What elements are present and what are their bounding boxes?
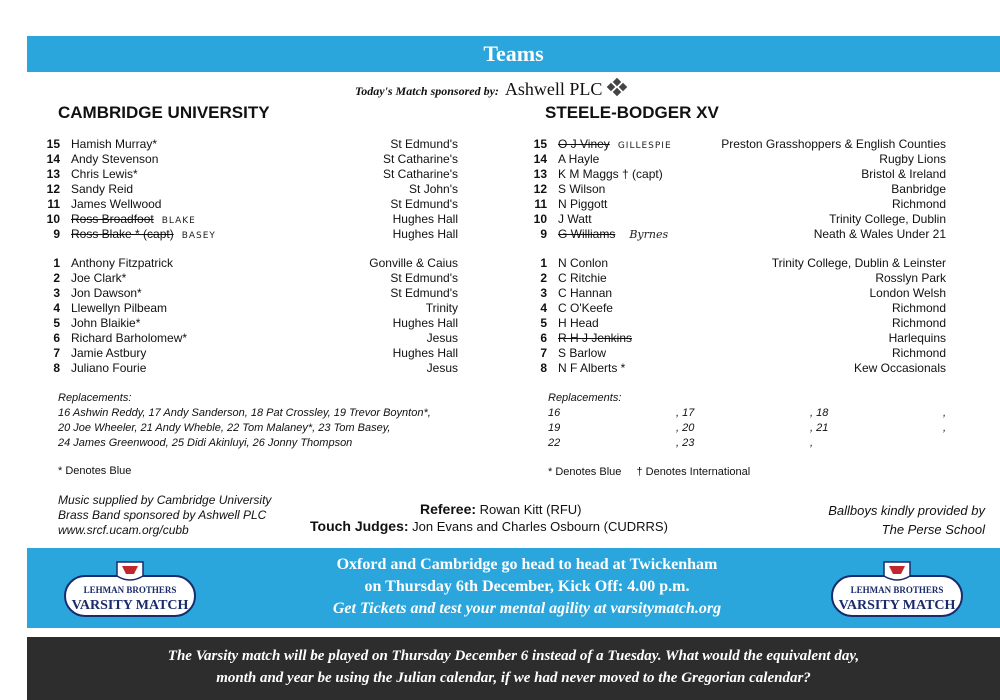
officials <box>310 501 668 535</box>
player-name-cell <box>71 256 173 271</box>
player-name-cell <box>558 227 668 242</box>
player-number: 4 <box>53 301 60 315</box>
replacements-label: Replacements: <box>548 392 622 404</box>
player-row <box>525 331 946 346</box>
logo-bottom-text: VARSITY MATCH <box>71 598 189 613</box>
cambridge-title: CAMBRIDGE UNIVERSITY <box>58 103 270 122</box>
player-row <box>525 182 946 197</box>
player-name: Joe Clark* <box>71 271 127 285</box>
player-club: Rosslyn Park <box>875 271 946 285</box>
player-club: Hughes Hall <box>392 316 458 330</box>
player-row <box>525 271 946 286</box>
player-row <box>525 256 946 271</box>
player-number: 15 <box>533 137 547 151</box>
player-club: St Edmund's <box>390 271 458 285</box>
replacements-row: 16 , 17 , 18 , <box>548 407 947 419</box>
player-name-cell <box>71 182 133 197</box>
replacement-slot: 19 <box>548 422 561 434</box>
player-row <box>38 227 458 242</box>
player-row <box>525 152 946 167</box>
player-name: G Williams <box>558 227 616 241</box>
player-name-cell <box>71 316 140 331</box>
player-name: Anthony Fitzpatrick <box>71 256 174 270</box>
player-row <box>525 197 946 212</box>
replacement-slot: , 21 <box>810 422 829 434</box>
player-number: 9 <box>53 227 60 241</box>
player-name: C Ritchie <box>558 271 607 285</box>
replacements-row: 19 , 20 , 21 , <box>548 422 947 434</box>
clover-icon <box>608 79 626 95</box>
player-number: 6 <box>540 331 547 345</box>
player-name-cell <box>71 346 146 361</box>
handwritten-correction: BLAKE <box>161 216 196 226</box>
player-row <box>525 167 946 182</box>
player-name: N Conlon <box>558 256 609 270</box>
player-row <box>525 361 946 376</box>
player-number: 2 <box>540 271 547 285</box>
calendar-question <box>27 637 1000 700</box>
player-name-cell <box>71 361 146 376</box>
player-club: Harlequins <box>888 331 946 345</box>
promo-tickets-link[interactable]: Get Tickets and test your mental agility at varsitymatch.org <box>332 600 722 617</box>
player-club: Jesus <box>426 331 458 345</box>
replacement-slot: , 18 <box>810 407 829 419</box>
player-name: C Hannan <box>558 286 613 300</box>
steele-notes <box>548 466 750 478</box>
player-name: Hamish Murray* <box>71 137 158 151</box>
player-number: 10 <box>533 212 547 226</box>
player-name-cell <box>558 167 663 182</box>
player-row <box>525 301 946 316</box>
music-credit <box>58 493 271 538</box>
player-club: Neath & Wales Under 21 <box>813 227 946 241</box>
player-number: 3 <box>540 286 547 300</box>
player-row <box>38 182 458 197</box>
touch-judges-line <box>310 518 668 535</box>
music-url[interactable]: www.srcf.ucam.org/cubb <box>58 523 189 537</box>
replacements-line: 20 Joe Wheeler, 21 Andy Wheble, 22 Tom Malaney*, 23 Tom Basey, <box>58 422 391 434</box>
player-name: Ross Blake * (capt) <box>71 227 174 241</box>
player-name: S Barlow <box>558 346 607 360</box>
blue-note: * Denotes Blue <box>548 466 622 478</box>
player-club: London Welsh <box>869 286 946 300</box>
player-number: 12 <box>533 182 547 196</box>
promo-banner <box>27 548 1000 628</box>
player-number: 11 <box>534 197 547 211</box>
promo-text <box>242 554 812 620</box>
steele-replacements <box>548 391 948 451</box>
music-line: Brass Band sponsored by Ashwell PLC <box>58 508 267 522</box>
player-name-cell <box>558 271 607 286</box>
player-name: S Wilson <box>558 182 606 196</box>
player-name-cell <box>558 256 608 271</box>
player-row <box>525 286 946 301</box>
player-number: 6 <box>53 331 60 345</box>
player-number: 14 <box>533 152 547 166</box>
player-number: 3 <box>53 286 60 300</box>
player-club: St Edmund's <box>390 197 458 211</box>
player-name: K M Maggs † (capt) <box>558 167 663 181</box>
player-club: Jesus <box>426 361 458 375</box>
player-name-cell <box>558 361 625 376</box>
player-name: Chris Lewis* <box>71 167 138 181</box>
player-row <box>38 212 458 227</box>
player-club: St Catharine's <box>383 152 458 166</box>
replacements-label: Replacements: <box>58 392 132 404</box>
player-name: Sandy Reid <box>71 182 134 196</box>
player-name: J Watt <box>558 212 592 226</box>
player-club: Trinity <box>425 301 458 315</box>
teams-header: Teams <box>27 36 1000 72</box>
player-name: A Hayle <box>558 152 600 166</box>
logo-top-text: LEHMAN BROTHERS <box>850 585 944 595</box>
replacements-row: 22 , 23 , <box>548 437 814 449</box>
ballboys-line: Ballboys kindly provided by <box>828 503 985 518</box>
player-row <box>38 256 458 271</box>
player-name: Llewellyn Pilbeam <box>71 301 168 315</box>
player-club: Kew Occasionals <box>853 361 946 375</box>
player-number: 13 <box>46 167 60 181</box>
sponsor-name: Ashwell PLC <box>504 79 603 99</box>
player-club: Richmond <box>891 197 946 211</box>
player-name-cell <box>558 152 599 167</box>
player-name: James Wellwood <box>71 197 162 211</box>
player-number: 1 <box>540 256 547 270</box>
player-name-cell <box>558 197 607 212</box>
player-number: 5 <box>53 316 60 330</box>
steele-lineup <box>525 137 946 376</box>
player-name: N F Alberts * <box>558 361 626 375</box>
player-name-cell <box>558 316 599 331</box>
player-name: N Piggott <box>558 197 608 211</box>
player-name-cell <box>558 286 612 301</box>
player-name-cell <box>558 301 613 316</box>
player-name: Ross Broadfoot <box>71 212 154 226</box>
cambridge-blue-note: * Denotes Blue <box>58 465 132 477</box>
player-name-cell <box>558 331 632 346</box>
player-name: R H J Jenkins <box>558 331 633 345</box>
cambridge-replacements <box>58 391 431 451</box>
player-name-cell <box>558 346 606 361</box>
sponsor-prefix: Today's Match sponsored by: <box>355 84 499 98</box>
player-row <box>38 286 458 301</box>
player-row <box>38 152 458 167</box>
handwritten-correction: GILLESPIE <box>617 141 672 151</box>
player-name: H Head <box>558 316 599 330</box>
player-row <box>38 271 458 286</box>
player-club: St Edmund's <box>390 286 458 300</box>
player-row <box>525 212 946 227</box>
player-row <box>38 316 458 331</box>
player-number: 8 <box>540 361 547 375</box>
replacement-slot: 22 <box>548 437 561 449</box>
replacements-line: 24 James Greenwood, 25 Didi Akinluyi, 26 Jonny Thompson <box>58 437 353 449</box>
player-number: 2 <box>53 271 60 285</box>
player-club: St Catharine's <box>383 167 458 181</box>
player-number: 8 <box>53 361 60 375</box>
player-row <box>38 167 458 182</box>
player-club: Richmond <box>891 346 946 360</box>
replacements-line: 16 Ashwin Reddy, 17 Andy Sanderson, 18 Pat Crossley, 19 Trevor Boynton*, <box>58 407 431 419</box>
player-number: 1 <box>53 256 60 270</box>
handwritten-correction: Byrnes <box>629 228 669 241</box>
logo-bottom-text: VARSITY MATCH <box>838 598 956 613</box>
varsity-logo-right <box>829 558 965 620</box>
logo-top-text: LEHMAN BROTHERS <box>83 585 177 595</box>
player-name-cell <box>71 167 138 182</box>
cambridge-lineup <box>38 137 458 376</box>
player-club: Trinity College, Dublin & Leinster <box>771 256 946 270</box>
international-note: † Denotes International <box>636 466 751 478</box>
player-number: 7 <box>540 346 547 360</box>
player-row <box>525 346 946 361</box>
varsity-logo-left <box>62 558 198 620</box>
sponsor-line <box>355 79 655 100</box>
music-line: Music supplied by Cambridge University <box>58 493 272 507</box>
question-line: The Varsity match will be played on Thursday December 6 instead of a Tuesday. What would the equivalent day, <box>167 648 860 664</box>
player-row <box>38 346 458 361</box>
player-name-cell <box>71 137 157 152</box>
player-number: 12 <box>46 182 60 196</box>
player-club: Hughes Hall <box>392 346 458 360</box>
player-name: Jamie Astbury <box>71 346 147 360</box>
player-name: Richard Barholomew* <box>71 331 188 345</box>
player-row <box>525 137 946 152</box>
player-row <box>38 301 458 316</box>
player-club: Hughes Hall <box>392 212 458 226</box>
player-number: 11 <box>47 197 60 211</box>
player-club: St Edmund's <box>390 137 458 151</box>
promo-line: Oxford and Cambridge go head to head at Twickenham <box>336 556 718 573</box>
player-number: 7 <box>53 346 60 360</box>
player-name: O J Viney <box>558 137 610 151</box>
player-name-cell <box>71 331 187 346</box>
player-club: St John's <box>409 182 458 196</box>
replacement-slot: , 23 <box>676 437 695 449</box>
player-row <box>38 361 458 376</box>
player-number: 4 <box>540 301 547 315</box>
player-name: Andy Stevenson <box>71 152 159 166</box>
touch-judges-names: Jon Evans and Charles Osbourn (CUDRRS) <box>412 519 668 534</box>
player-club: Trinity College, Dublin <box>829 212 946 226</box>
player-name-cell <box>558 182 605 197</box>
player-name-cell <box>71 152 158 167</box>
player-row <box>525 316 946 331</box>
player-number: 5 <box>540 316 547 330</box>
player-number: 10 <box>46 212 60 226</box>
steele-title: STEELE-BODGER XV <box>545 103 719 122</box>
player-club: Banbridge <box>891 182 946 196</box>
promo-line: on Thursday 6th December, Kick Off: 4.00 p.m. <box>364 578 690 595</box>
player-number: 14 <box>46 152 60 166</box>
player-number: 13 <box>533 167 547 181</box>
player-name-cell <box>71 197 161 212</box>
player-club: Richmond <box>891 316 946 330</box>
player-name-cell <box>71 301 167 316</box>
player-name-cell <box>558 212 592 227</box>
player-club: Bristol & Ireland <box>861 167 946 181</box>
player-number: 15 <box>46 137 60 151</box>
ballboys-credit <box>828 501 985 539</box>
player-name: C O'Keefe <box>558 301 613 315</box>
player-row <box>38 137 458 152</box>
player-row <box>38 197 458 212</box>
referee-line <box>310 501 668 518</box>
player-name: Juliano Fourie <box>71 361 147 375</box>
replacement-slot: 16 <box>548 407 561 419</box>
player-club: Rugby Lions <box>879 152 946 166</box>
replacement-slot: , 17 <box>676 407 695 419</box>
player-name: John Blaikie* <box>71 316 141 330</box>
question-line: month and year be using the Julian calendar, if we had never moved to the Gregorian calendar? <box>216 670 811 686</box>
referee-label: Referee: <box>420 501 477 517</box>
referee-name: Rowan Kitt (RFU) <box>479 502 582 517</box>
player-name-cell <box>71 271 126 286</box>
player-club: Hughes Hall <box>392 227 458 241</box>
player-name-cell <box>71 286 142 301</box>
touch-judges-label: Touch Judges: <box>310 518 409 534</box>
player-row <box>38 331 458 346</box>
player-name-cell <box>71 227 216 244</box>
player-club: Preston Grasshoppers & English Counties <box>721 137 946 151</box>
player-club: Gonville & Caius <box>369 256 458 270</box>
player-name: Jon Dawson* <box>71 286 142 300</box>
replacement-slot: , 20 <box>676 422 695 434</box>
player-club: Richmond <box>891 301 946 315</box>
ballboys-school: The Perse School <box>881 522 985 537</box>
player-number: 9 <box>540 227 547 241</box>
handwritten-correction: BASEY <box>181 231 216 241</box>
player-row <box>525 227 946 242</box>
